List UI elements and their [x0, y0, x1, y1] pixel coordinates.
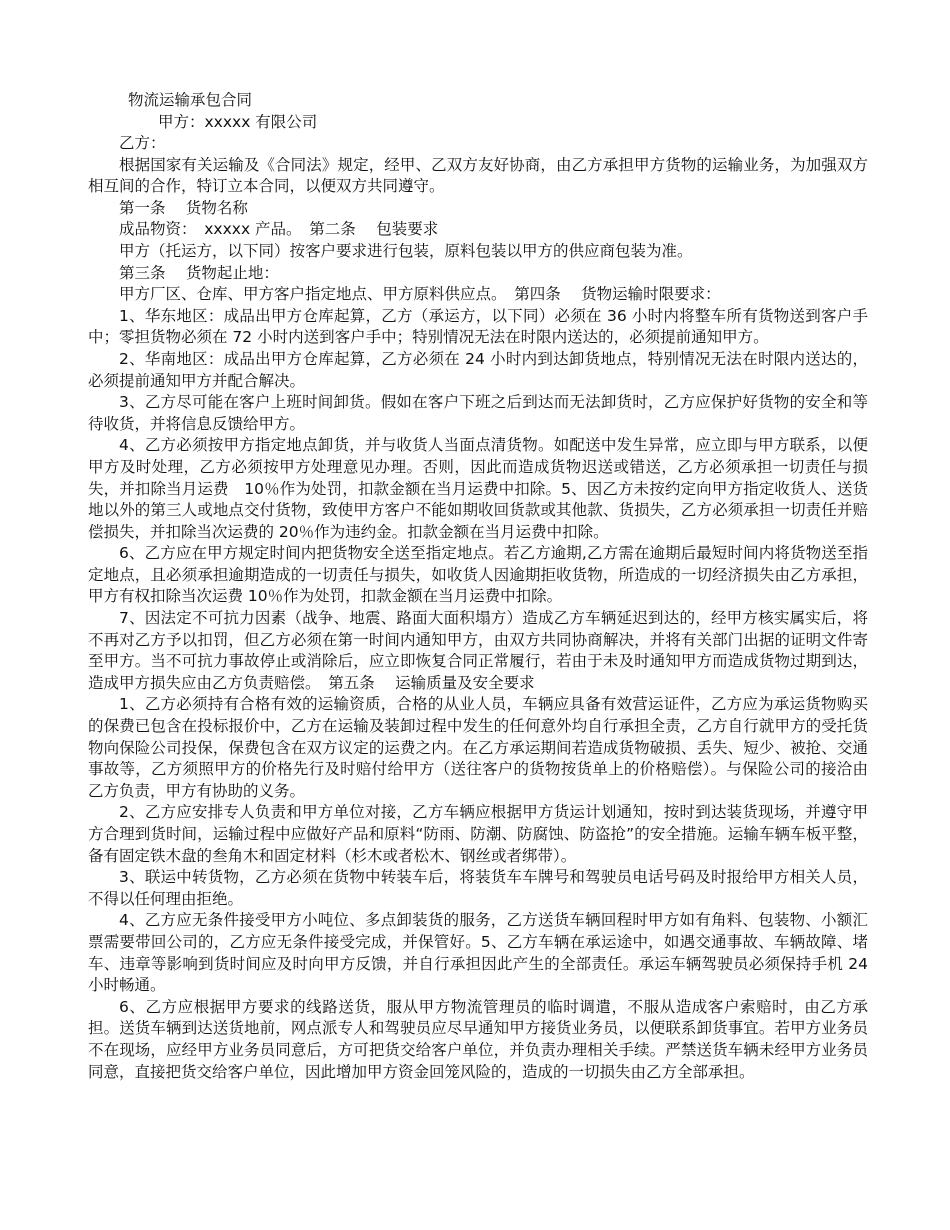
article-4-clause-2: 2、华南地区：成品出甲方仓库起算，乙方必须在 24 小时内到达卸货地点，特别情况无法在时限内送达的，必须提前通知甲方并配合解决。	[88, 349, 868, 390]
party-b-line: 乙方：	[119, 134, 166, 152]
party-a-line: 甲方：xxxxx 有限公司	[158, 113, 318, 131]
preamble-paragraph: 根据国家有关运输及《合同法》规定，经甲、乙双方友好协商，由乙方承担甲方货物的运输业务，为加强双方相互间的合作，特订立本合同，以便双方共同遵守。	[88, 155, 868, 196]
article-1-heading: 第一条 货物名称	[119, 198, 248, 217]
article-5-clause-6: 6、乙方应根据甲方要求的线路送货，服从甲方物流管理员的临时调遣，不服从造成客户索赔时，由乙方承担。送货车辆到达送货地前，网点派专人和驾驶员应尽早通知甲方接货业务员，以便联系卸货事宜。若甲方业务员不在现场，应经甲方业务员同意后，方可把货交给客户单位，并负责办理相关手续。严禁送货车辆未经甲方业务员同意，直接把货交给客户单位，因此增加甲方资金回笼风险的，造成的一切损失由乙方全部承担。	[88, 997, 868, 1081]
article-2-content: 甲方（托运方，以下同）按客户要求进行包装，原料包装以甲方的供应商包装为准。	[119, 241, 693, 260]
article-5-clause-2: 2、乙方应安排专人负责和甲方单位对接，乙方车辆应根据甲方货运计划通知，按时到达装货现场，并遵守甲方合理到货时间，运输过程中应做好产品和原料“防雨、防潮、防腐蚀、防盗抢”的安全措施。运输车辆车板平整，备有固定铁木盘的叁角木和固定材料（杉木或者松木、钢丝或者绑带）。	[88, 803, 868, 865]
article-5-clause-3: 3、联运中转货物，乙方必须在货物中转装车后，将装货车车牌号和驾驶员电话号码及时报给甲方相关人员，不得以任何理由拒绝。	[88, 868, 868, 908]
article-4-clause-3: 3、乙方尽可能在客户上班时间卸货。假如在客户下班之后到达而无法卸货时，乙方应保护好货物的安全和等待收货，并将信息反馈给甲方。	[88, 393, 868, 433]
article-4-clause-7: 7、因法定不可抗力因素（战争、地震、路面大面积塌方）造成乙方车辆延迟到达的，经甲方核实属实后，将不再对乙方予以扣罚，但乙方必须在第一时间内通知甲方，由双方共同协商解决，并将有关部门出据的证明文件寄至甲方。当不可抗力事故停止或消除后，应立即恢复合同正常履行，若由于未及时通知甲方而造成货物过期到达，造成甲方损失应由乙方负责赔偿。 第五条 运输质量及安全要求	[88, 609, 868, 692]
article-3-heading: 第三条 货物起止地：	[119, 263, 279, 282]
document-title: 物流运输承包合同	[128, 91, 253, 109]
article-3-content: 甲方厂区、仓库、甲方客户指定地点、甲方原料供应点。 第四条 货物运输时限要求：	[119, 285, 721, 304]
article-5-clause-1: 1、乙方必须持有合格有效的运输资质，合格的从业人员，车辆应具备有效营运证件，乙方应为承运货物购买的保费已包含在投标报价中，乙方在运输及装卸过程中发生的任何意外均自行承担全责，乙方自行就甲方的受托货物向保险公司投保，保费包含在双方议定的运费之内。在乙方承运期间若造成货物破损、丢失、短少、被抢、交通事故等，乙方须照甲方的价格先行及时赔付给甲方（送往客户的货物按货单上的价格赔偿）。与保险公司的接洽由乙方负责，甲方有协助的义务。	[88, 695, 868, 800]
article-4-clause-4-5: 4、乙方必须按甲方指定地点卸货，并与收货人当面点清货物。如配送中发生异常，应立即与甲方联系，以便甲方及时处理，乙方必须按甲方处理意见办理。否则，因此而造成货物迟送或错送，乙方必须承担一切责任与损失，并扣除当月运费 10％作为处罚，扣款金额在当月运费中扣除。5、因乙方未按约定向甲方指定收货人、送货地以外的第三人或地点交付货物，致使甲方客户不能如期收回货款或其他款、货损失，乙方必须承担一切责任并赔偿损失，并扣除当次运费的 20％作为违约金。扣款金额在当月运费中扣除。	[88, 436, 868, 541]
contract-body	[88, 133, 868, 1083]
article-1-content: 成品物资： xxxxx 产品。 第二条 包装要求	[119, 220, 439, 239]
article-4-clause-6: 6、乙方应在甲方规定时间内把货物安全送至指定地点。若乙方逾期,乙方需在逾期后最短时间内将货物送至指定地点，且必须承担逾期造成的一切责任与损失，如收货人因逾期拒收货物，所造成的一切经济损失由乙方承担，甲方有权扣除当次运费 10％作为处罚，扣款金额在当月运费中扣除。	[88, 544, 868, 606]
article-4-clause-1: 1、华东地区：成品出甲方仓库起算，乙方（承运方，以下同）必须在 36 小时内将整车所有货物送到客户手中；零担货物必须在 72 小时内送到客户手中；特别情况无法在时限内送达的，必须提前通知甲方。	[88, 306, 868, 347]
article-5-clause-4-5: 4、乙方应无条件接受甲方小吨位、多点卸装货的服务，乙方送货车辆回程时甲方如有角料、包装物、小额汇票需要带回公司的，乙方应无条件接受完成，并保管好。5、乙方车辆在承运途中，如遇交通事故、车辆故障、堵车、违章等影响到货时间应及时向甲方反馈，并自行承担因此产生的全部责任。承运车辆驾驶员必须保持手机 24 小时畅通。	[88, 911, 868, 995]
